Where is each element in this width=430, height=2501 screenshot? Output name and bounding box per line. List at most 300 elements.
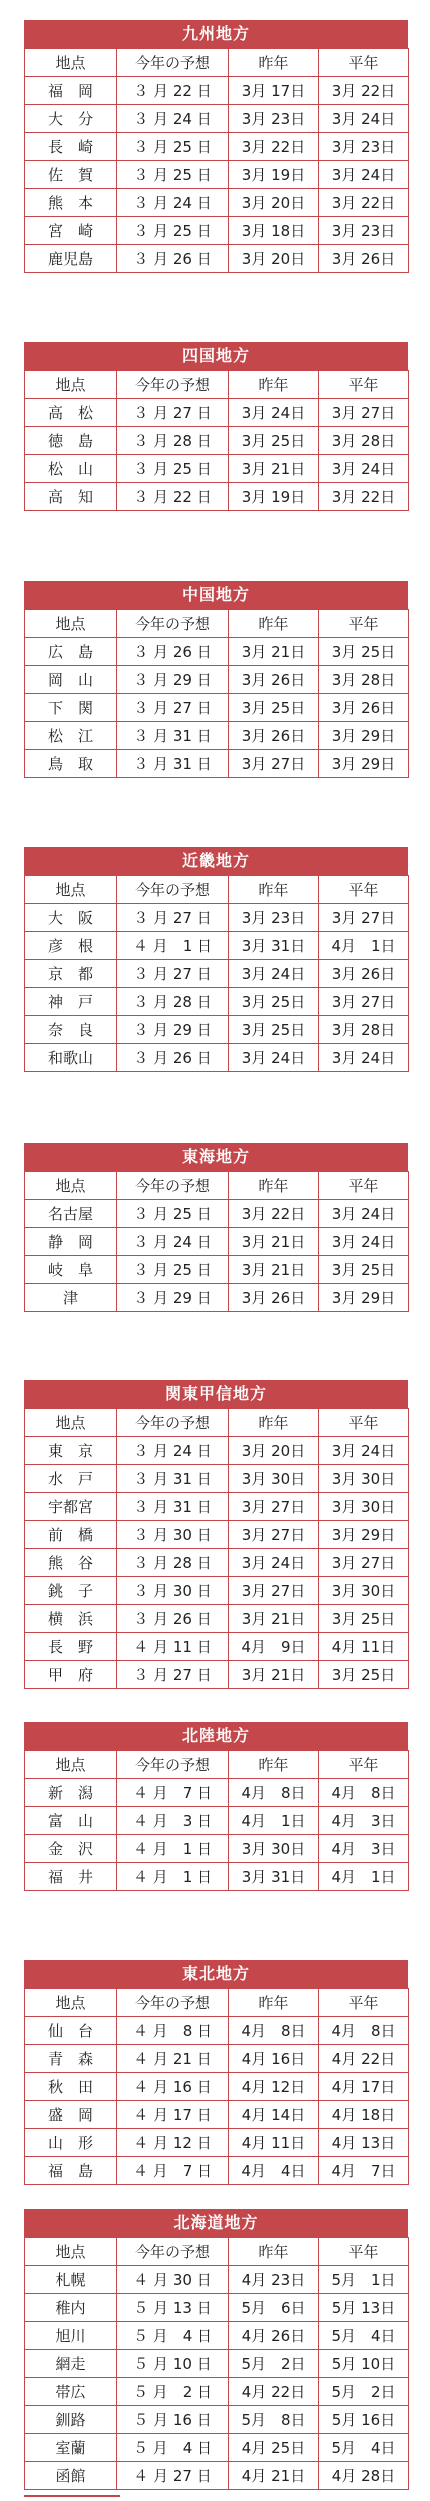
table-row [25,2101,409,2129]
cell-forecast: ４ 月 21 日 [117,2045,229,2073]
cell-location: 福 岡 [25,77,117,105]
cell-last-year: 3月 25日 [229,988,319,1016]
cell-location: 福 島 [25,2157,117,2185]
table-header-row [25,1751,409,1779]
cell-last-year: 4月 11日 [229,2129,319,2157]
cell-last-year: 3月 26日 [229,1284,319,1312]
cell-forecast: ３ 月 24 日 [117,105,229,133]
header-forecast: 今年の予想 [117,371,229,399]
cell-forecast: ４ 月 12 日 [117,2129,229,2157]
forecast-table [24,2237,409,2490]
cell-normal: 3月 30日 [319,1577,409,1605]
cell-normal: 3月 24日 [319,1437,409,1465]
cell-location: 徳 島 [25,427,117,455]
cell-last-year: 3月 24日 [229,1044,319,1072]
cell-last-year: 4月 22日 [229,2378,319,2406]
cell-location: 長 野 [25,1633,117,1661]
cell-last-year: 4月 8日 [229,1779,319,1807]
region-title: 東北地方 [24,1960,408,1988]
cell-forecast: ４ 月 11 日 [117,1633,229,1661]
cell-normal: 4月 28日 [319,2462,409,2490]
header-last-year: 昨年 [229,1751,319,1779]
cell-normal: 5月 2日 [319,2378,409,2406]
table-row [25,1044,409,1072]
cell-normal: 4月 3日 [319,1807,409,1835]
cell-location: 釧路 [25,2406,117,2434]
cell-location: 帯広 [25,2378,117,2406]
cell-normal: 5月 1日 [319,2266,409,2294]
table-row [25,105,409,133]
cell-location: 佐 賀 [25,161,117,189]
cell-normal: 3月 25日 [319,1605,409,1633]
cell-forecast: ５ 月 2 日 [117,2378,229,2406]
cell-forecast: ４ 月 1 日 [117,1835,229,1863]
table-row [25,1521,409,1549]
header-last-year: 昨年 [229,2238,319,2266]
cell-normal: 3月 27日 [319,904,409,932]
cell-location: 長 崎 [25,133,117,161]
cell-location: 仙 台 [25,2017,117,2045]
cell-last-year: 4月 23日 [229,2266,319,2294]
cell-forecast: ３ 月 26 日 [117,1605,229,1633]
cell-location: 彦 根 [25,932,117,960]
header-location: 地点 [25,1172,117,1200]
cell-normal: 5月 4日 [319,2322,409,2350]
cell-forecast: ５ 月 16 日 [117,2406,229,2434]
cell-last-year: 3月 25日 [229,427,319,455]
cell-normal: 3月 22日 [319,483,409,511]
table-row [25,750,409,778]
cell-location: 松 江 [25,722,117,750]
table-row [25,1200,409,1228]
cell-location: 鳥 取 [25,750,117,778]
cell-last-year: 3月 20日 [229,189,319,217]
cell-location: 鹿児島 [25,245,117,273]
cell-forecast: ３ 月 31 日 [117,722,229,750]
cell-location: 静 岡 [25,1228,117,1256]
cell-normal: 3月 27日 [319,988,409,1016]
table-row [25,2322,409,2350]
table-row [25,2073,409,2101]
cell-location: 奈 良 [25,1016,117,1044]
cell-location: 新 潟 [25,1779,117,1807]
table-row [25,161,409,189]
cell-location: 福 井 [25,1863,117,1891]
cell-location: 広 島 [25,638,117,666]
header-last-year: 昨年 [229,371,319,399]
cell-last-year: 3月 27日 [229,750,319,778]
cell-forecast: ３ 月 24 日 [117,1228,229,1256]
cell-forecast: ３ 月 25 日 [117,1200,229,1228]
cell-location: 岐 阜 [25,1256,117,1284]
cell-forecast: ３ 月 29 日 [117,1284,229,1312]
cell-forecast: ５ 月 13 日 [117,2294,229,2322]
cell-last-year: 3月 17日 [229,77,319,105]
cell-forecast: ３ 月 29 日 [117,666,229,694]
cell-normal: 3月 22日 [319,189,409,217]
cell-forecast: ３ 月 26 日 [117,245,229,273]
region-kyushu [24,20,408,273]
cell-last-year: 3月 26日 [229,666,319,694]
header-location: 地点 [25,49,117,77]
header-last-year: 昨年 [229,876,319,904]
cell-location: 神 戸 [25,988,117,1016]
region-title: 北海道地方 [24,2209,408,2237]
cell-last-year: 3月 21日 [229,1228,319,1256]
table-row [25,2129,409,2157]
cell-forecast: ５ 月 10 日 [117,2350,229,2378]
table-row [25,1228,409,1256]
region-title: 中国地方 [24,581,408,609]
header-forecast: 今年の予想 [117,1751,229,1779]
cell-forecast: ３ 月 31 日 [117,1493,229,1521]
cell-location: 秋 田 [25,2073,117,2101]
cell-location: 銚 子 [25,1577,117,1605]
cell-forecast: ３ 月 25 日 [117,455,229,483]
cell-last-year: 4月 14日 [229,2101,319,2129]
forecast-table [24,1988,409,2185]
cell-location: 網走 [25,2350,117,2378]
cell-forecast: ４ 月 1 日 [117,932,229,960]
cell-location: 熊 谷 [25,1549,117,1577]
cell-normal: 3月 30日 [319,1493,409,1521]
table-row [25,1577,409,1605]
table-row [25,694,409,722]
table-row [25,988,409,1016]
table-header-row [25,610,409,638]
cell-normal: 3月 29日 [319,1284,409,1312]
table-row [25,2378,409,2406]
cell-last-year: 4月 8日 [229,2017,319,2045]
cell-location: 水 戸 [25,1465,117,1493]
cell-normal: 4月 1日 [319,1863,409,1891]
cell-last-year: 3月 27日 [229,1577,319,1605]
cell-last-year: 3月 24日 [229,1549,319,1577]
cell-normal: 3月 30日 [319,1465,409,1493]
table-row [25,1549,409,1577]
cell-normal: 3月 26日 [319,694,409,722]
table-row [25,638,409,666]
cell-location: 高 松 [25,399,117,427]
cell-last-year: 3月 21日 [229,1661,319,1689]
forecast-table [24,1171,409,1312]
cell-location: 和歌山 [25,1044,117,1072]
cell-last-year: 3月 30日 [229,1465,319,1493]
cell-normal: 3月 24日 [319,161,409,189]
cell-last-year: 3月 27日 [229,1521,319,1549]
cell-location: 岡 山 [25,666,117,694]
table-row [25,217,409,245]
cell-location: 室蘭 [25,2434,117,2462]
cell-normal: 5月 13日 [319,2294,409,2322]
cell-normal: 5月 10日 [319,2350,409,2378]
cell-forecast: ３ 月 25 日 [117,161,229,189]
cell-normal: 4月 11日 [319,1633,409,1661]
cell-forecast: ３ 月 30 日 [117,1521,229,1549]
table-row [25,1633,409,1661]
cell-forecast: ３ 月 27 日 [117,399,229,427]
cell-normal: 3月 23日 [319,133,409,161]
cell-forecast: ３ 月 26 日 [117,1044,229,1072]
cell-location: 松 山 [25,455,117,483]
cell-normal: 4月 22日 [319,2045,409,2073]
cell-forecast: ３ 月 31 日 [117,750,229,778]
cell-last-year: 3月 31日 [229,1863,319,1891]
cell-normal: 3月 26日 [319,245,409,273]
cell-location: 宮 崎 [25,217,117,245]
header-normal: 平年 [319,49,409,77]
table-row [25,2017,409,2045]
cell-last-year: 5月 6日 [229,2294,319,2322]
cell-last-year: 5月 8日 [229,2406,319,2434]
table-row [25,1465,409,1493]
cell-location: 稚内 [25,2294,117,2322]
cell-last-year: 3月 21日 [229,1605,319,1633]
table-row [25,932,409,960]
cell-last-year: 4月 26日 [229,2322,319,2350]
forecast-table [24,1750,409,1891]
region-title: 東海地方 [24,1143,408,1171]
region-shikoku [24,342,408,511]
cell-normal: 5月 4日 [319,2434,409,2462]
cell-normal: 3月 29日 [319,750,409,778]
cell-forecast: ３ 月 30 日 [117,1577,229,1605]
region-title: 北陸地方 [24,1722,408,1750]
cell-normal: 3月 22日 [319,77,409,105]
cell-forecast: ３ 月 25 日 [117,133,229,161]
cell-last-year: 4月 9日 [229,1633,319,1661]
region-hokkaido [24,2209,408,2490]
cell-forecast: ５ 月 4 日 [117,2434,229,2462]
region-title: 関東甲信地方 [24,1380,408,1408]
cell-last-year: 3月 19日 [229,483,319,511]
cell-last-year: 3月 27日 [229,1493,319,1521]
cell-normal: 3月 27日 [319,1549,409,1577]
cell-last-year: 3月 23日 [229,105,319,133]
cell-normal: 3月 25日 [319,638,409,666]
cell-normal: 4月 3日 [319,1835,409,1863]
cell-normal: 4月 17日 [319,2073,409,2101]
cell-forecast: ４ 月 16 日 [117,2073,229,2101]
region-title: 近畿地方 [24,847,408,875]
table-row [25,1284,409,1312]
cell-normal: 4月 13日 [319,2129,409,2157]
table-row [25,133,409,161]
cell-last-year: 3月 22日 [229,1200,319,1228]
region-title: 四国地方 [24,342,408,370]
header-location: 地点 [25,1409,117,1437]
cell-location: 盛 岡 [25,2101,117,2129]
cell-forecast: ３ 月 27 日 [117,1661,229,1689]
table-row [25,77,409,105]
table-row [25,1835,409,1863]
table-row [25,1863,409,1891]
region-title: 九州地方 [24,20,408,48]
cell-normal: 3月 29日 [319,722,409,750]
cell-forecast: ４ 月 1 日 [117,1863,229,1891]
cell-last-year: 4月 12日 [229,2073,319,2101]
table-row [25,1437,409,1465]
table-row [25,455,409,483]
header-normal: 平年 [319,1409,409,1437]
header-last-year: 昨年 [229,610,319,638]
table-row [25,427,409,455]
cell-location: 熊 本 [25,189,117,217]
table-row [25,1256,409,1284]
cell-normal: 4月 18日 [319,2101,409,2129]
header-location: 地点 [25,1989,117,2017]
header-normal: 平年 [319,371,409,399]
cell-forecast: ３ 月 24 日 [117,1437,229,1465]
cell-normal: 3月 29日 [319,1521,409,1549]
table-header-row [25,371,409,399]
cell-location: 甲 府 [25,1661,117,1689]
table-row [25,2406,409,2434]
table-row [25,2157,409,2185]
cell-normal: 3月 24日 [319,1200,409,1228]
cell-last-year: 3月 26日 [229,722,319,750]
cell-forecast: ３ 月 29 日 [117,1016,229,1044]
header-normal: 平年 [319,876,409,904]
forecast-table [24,370,409,511]
table-row [25,1779,409,1807]
cell-forecast: ４ 月 7 日 [117,1779,229,1807]
cell-location: 前 橋 [25,1521,117,1549]
cell-location: 宇都宮 [25,1493,117,1521]
cell-normal: 5月 16日 [319,2406,409,2434]
cell-forecast: ３ 月 25 日 [117,1256,229,1284]
cell-last-year: 5月 2日 [229,2350,319,2378]
cell-forecast: ３ 月 25 日 [117,217,229,245]
cell-last-year: 4月 1日 [229,1807,319,1835]
cell-last-year: 3月 18日 [229,217,319,245]
header-forecast: 今年の予想 [117,1172,229,1200]
header-forecast: 今年の予想 [117,610,229,638]
header-location: 地点 [25,1751,117,1779]
header-normal: 平年 [319,610,409,638]
cell-location: 大 分 [25,105,117,133]
header-forecast: 今年の予想 [117,1409,229,1437]
header-forecast: 今年の予想 [117,2238,229,2266]
table-row [25,1605,409,1633]
forecast-table [24,1408,409,1689]
cell-last-year: 3月 21日 [229,638,319,666]
cell-location: 大 阪 [25,904,117,932]
table-header-row [25,1989,409,2017]
table-row [25,1661,409,1689]
cell-last-year: 3月 22日 [229,133,319,161]
cell-forecast: ４ 月 17 日 [117,2101,229,2129]
cell-location: 津 [25,1284,117,1312]
cell-location: 旭川 [25,2322,117,2350]
table-row [25,189,409,217]
cell-forecast: ３ 月 28 日 [117,988,229,1016]
forecast-table [24,875,409,1072]
cell-forecast: ３ 月 24 日 [117,189,229,217]
table-row [25,1493,409,1521]
table-row [25,2266,409,2294]
cell-last-year: 3月 20日 [229,1437,319,1465]
cell-forecast: ３ 月 31 日 [117,1465,229,1493]
cell-forecast: ３ 月 27 日 [117,960,229,988]
header-last-year: 昨年 [229,1409,319,1437]
cell-normal: 3月 28日 [319,666,409,694]
cell-location: 山 形 [25,2129,117,2157]
header-normal: 平年 [319,1172,409,1200]
table-header-row [25,876,409,904]
cell-normal: 3月 24日 [319,455,409,483]
table-header-row [25,1409,409,1437]
cell-forecast: ５ 月 4 日 [117,2322,229,2350]
cell-forecast: ４ 月 3 日 [117,1807,229,1835]
cell-location: 高 知 [25,483,117,511]
header-last-year: 昨年 [229,1989,319,2017]
cell-forecast: ３ 月 27 日 [117,694,229,722]
cell-last-year: 3月 21日 [229,455,319,483]
cell-location: 富 山 [25,1807,117,1835]
table-header-row [25,1172,409,1200]
cell-forecast: ３ 月 22 日 [117,483,229,511]
cell-forecast: ３ 月 27 日 [117,904,229,932]
cell-last-year: 3月 31日 [229,932,319,960]
region-kanto-koshin [24,1380,408,1689]
forecast-table [24,609,409,778]
header-last-year: 昨年 [229,49,319,77]
cell-location: 東 京 [25,1437,117,1465]
header-normal: 平年 [319,1989,409,2017]
cell-location: 横 浜 [25,1605,117,1633]
cell-forecast: ４ 月 27 日 [117,2462,229,2490]
region-hokuriku [24,1722,408,1891]
table-row [25,666,409,694]
cell-normal: 3月 23日 [319,217,409,245]
cell-normal: 3月 24日 [319,1044,409,1072]
header-location: 地点 [25,610,117,638]
table-row [25,2350,409,2378]
cell-normal: 4月 8日 [319,1779,409,1807]
cell-last-year: 4月 4日 [229,2157,319,2185]
cell-location: 函館 [25,2462,117,2490]
cell-normal: 3月 28日 [319,1016,409,1044]
cell-location: 名古屋 [25,1200,117,1228]
table-header-row [25,49,409,77]
cell-normal: 4月 7日 [319,2157,409,2185]
table-row [25,2434,409,2462]
cell-last-year: 4月 16日 [229,2045,319,2073]
footer-divider [24,2495,120,2497]
cell-last-year: 3月 24日 [229,960,319,988]
cell-forecast: ４ 月 7 日 [117,2157,229,2185]
cell-normal: 3月 26日 [319,960,409,988]
table-row [25,1807,409,1835]
header-location: 地点 [25,371,117,399]
cell-normal: 4月 8日 [319,2017,409,2045]
region-chugoku [24,581,408,778]
cell-normal: 3月 24日 [319,105,409,133]
table-header-row [25,2238,409,2266]
header-forecast: 今年の予想 [117,876,229,904]
table-row [25,2294,409,2322]
cell-last-year: 4月 25日 [229,2434,319,2462]
cell-normal: 3月 28日 [319,427,409,455]
table-row [25,722,409,750]
cell-normal: 3月 27日 [319,399,409,427]
cell-normal: 3月 24日 [319,1228,409,1256]
cell-last-year: 3月 30日 [229,1835,319,1863]
cell-forecast: ３ 月 28 日 [117,427,229,455]
table-row [25,2045,409,2073]
cell-last-year: 3月 20日 [229,245,319,273]
